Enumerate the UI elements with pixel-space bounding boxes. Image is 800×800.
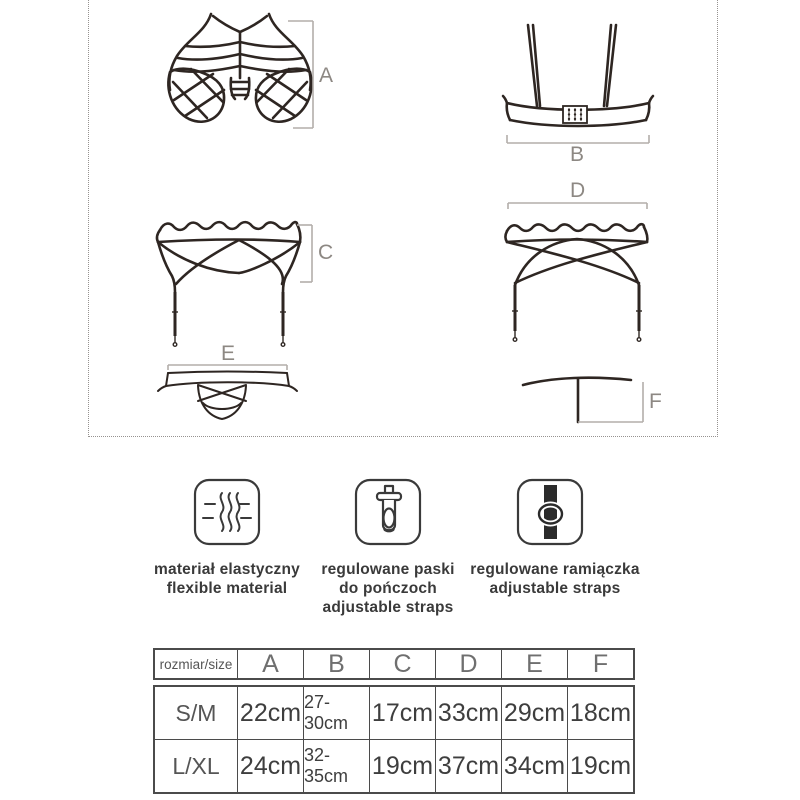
dim-label-c: C: [318, 241, 334, 264]
side-band-drawing: [513, 368, 663, 430]
caption-line: flexible material: [166, 580, 288, 597]
caption-line: regulowane paski: [321, 561, 455, 578]
caption-line: adjustable straps: [322, 599, 454, 616]
cell-lxl-d: 37cm: [435, 739, 501, 792]
garter-belt-back-drawing: [498, 193, 663, 350]
cell-sm-b: 27-30cm: [303, 687, 369, 739]
dim-label-f: F: [649, 390, 663, 413]
cell-lxl-e: 34cm: [501, 739, 567, 792]
header-cell-rozmiar: rozmiar/size: [159, 656, 233, 672]
size-table-body: [153, 685, 635, 794]
dim-label-b: B: [570, 143, 585, 166]
header-cell-c: C: [369, 650, 435, 678]
garter-belt-front-drawing: [150, 216, 330, 350]
row-label-sm: S/M: [175, 699, 217, 726]
feature-caption-straps: [435, 560, 675, 598]
cell-lxl-f: 19cm: [567, 739, 633, 792]
elastic-material-icon: [192, 477, 262, 547]
dim-label-a: A: [319, 64, 334, 87]
garter-clip-icon: [353, 477, 423, 547]
cell-sm-a: 22cm: [237, 687, 303, 739]
cell-sm-e: 29cm: [501, 687, 567, 739]
header-cell-d: D: [435, 650, 501, 678]
header-cell-b: B: [303, 650, 369, 678]
adjustable-strap-icon: [515, 477, 585, 547]
cell-sm-f: 18cm: [567, 687, 633, 739]
dim-label-d: D: [570, 179, 586, 202]
cell-sm-c: 17cm: [369, 687, 435, 739]
size-table: [153, 648, 635, 794]
header-cell-a: A: [237, 650, 303, 678]
caption-line: do pończoch: [339, 580, 437, 597]
header-cell-f: F: [567, 650, 633, 678]
caption-line: materiał elastyczny: [154, 561, 300, 578]
dim-label-e: E: [221, 342, 236, 365]
row-label-lxl: L/XL: [155, 739, 237, 792]
cell-lxl-c: 19cm: [369, 739, 435, 792]
bra-front-drawing: [145, 0, 335, 140]
cell-lxl-b: 32-35cm: [303, 739, 369, 792]
caption-line: adjustable straps: [489, 580, 621, 597]
header-cell-e: E: [501, 650, 567, 678]
caption-line: regulowane ramiączka: [470, 561, 640, 578]
size-table-header: [153, 648, 635, 680]
cell-lxl-a: 24cm: [237, 739, 303, 792]
cell-sm-d: 33cm: [435, 687, 501, 739]
